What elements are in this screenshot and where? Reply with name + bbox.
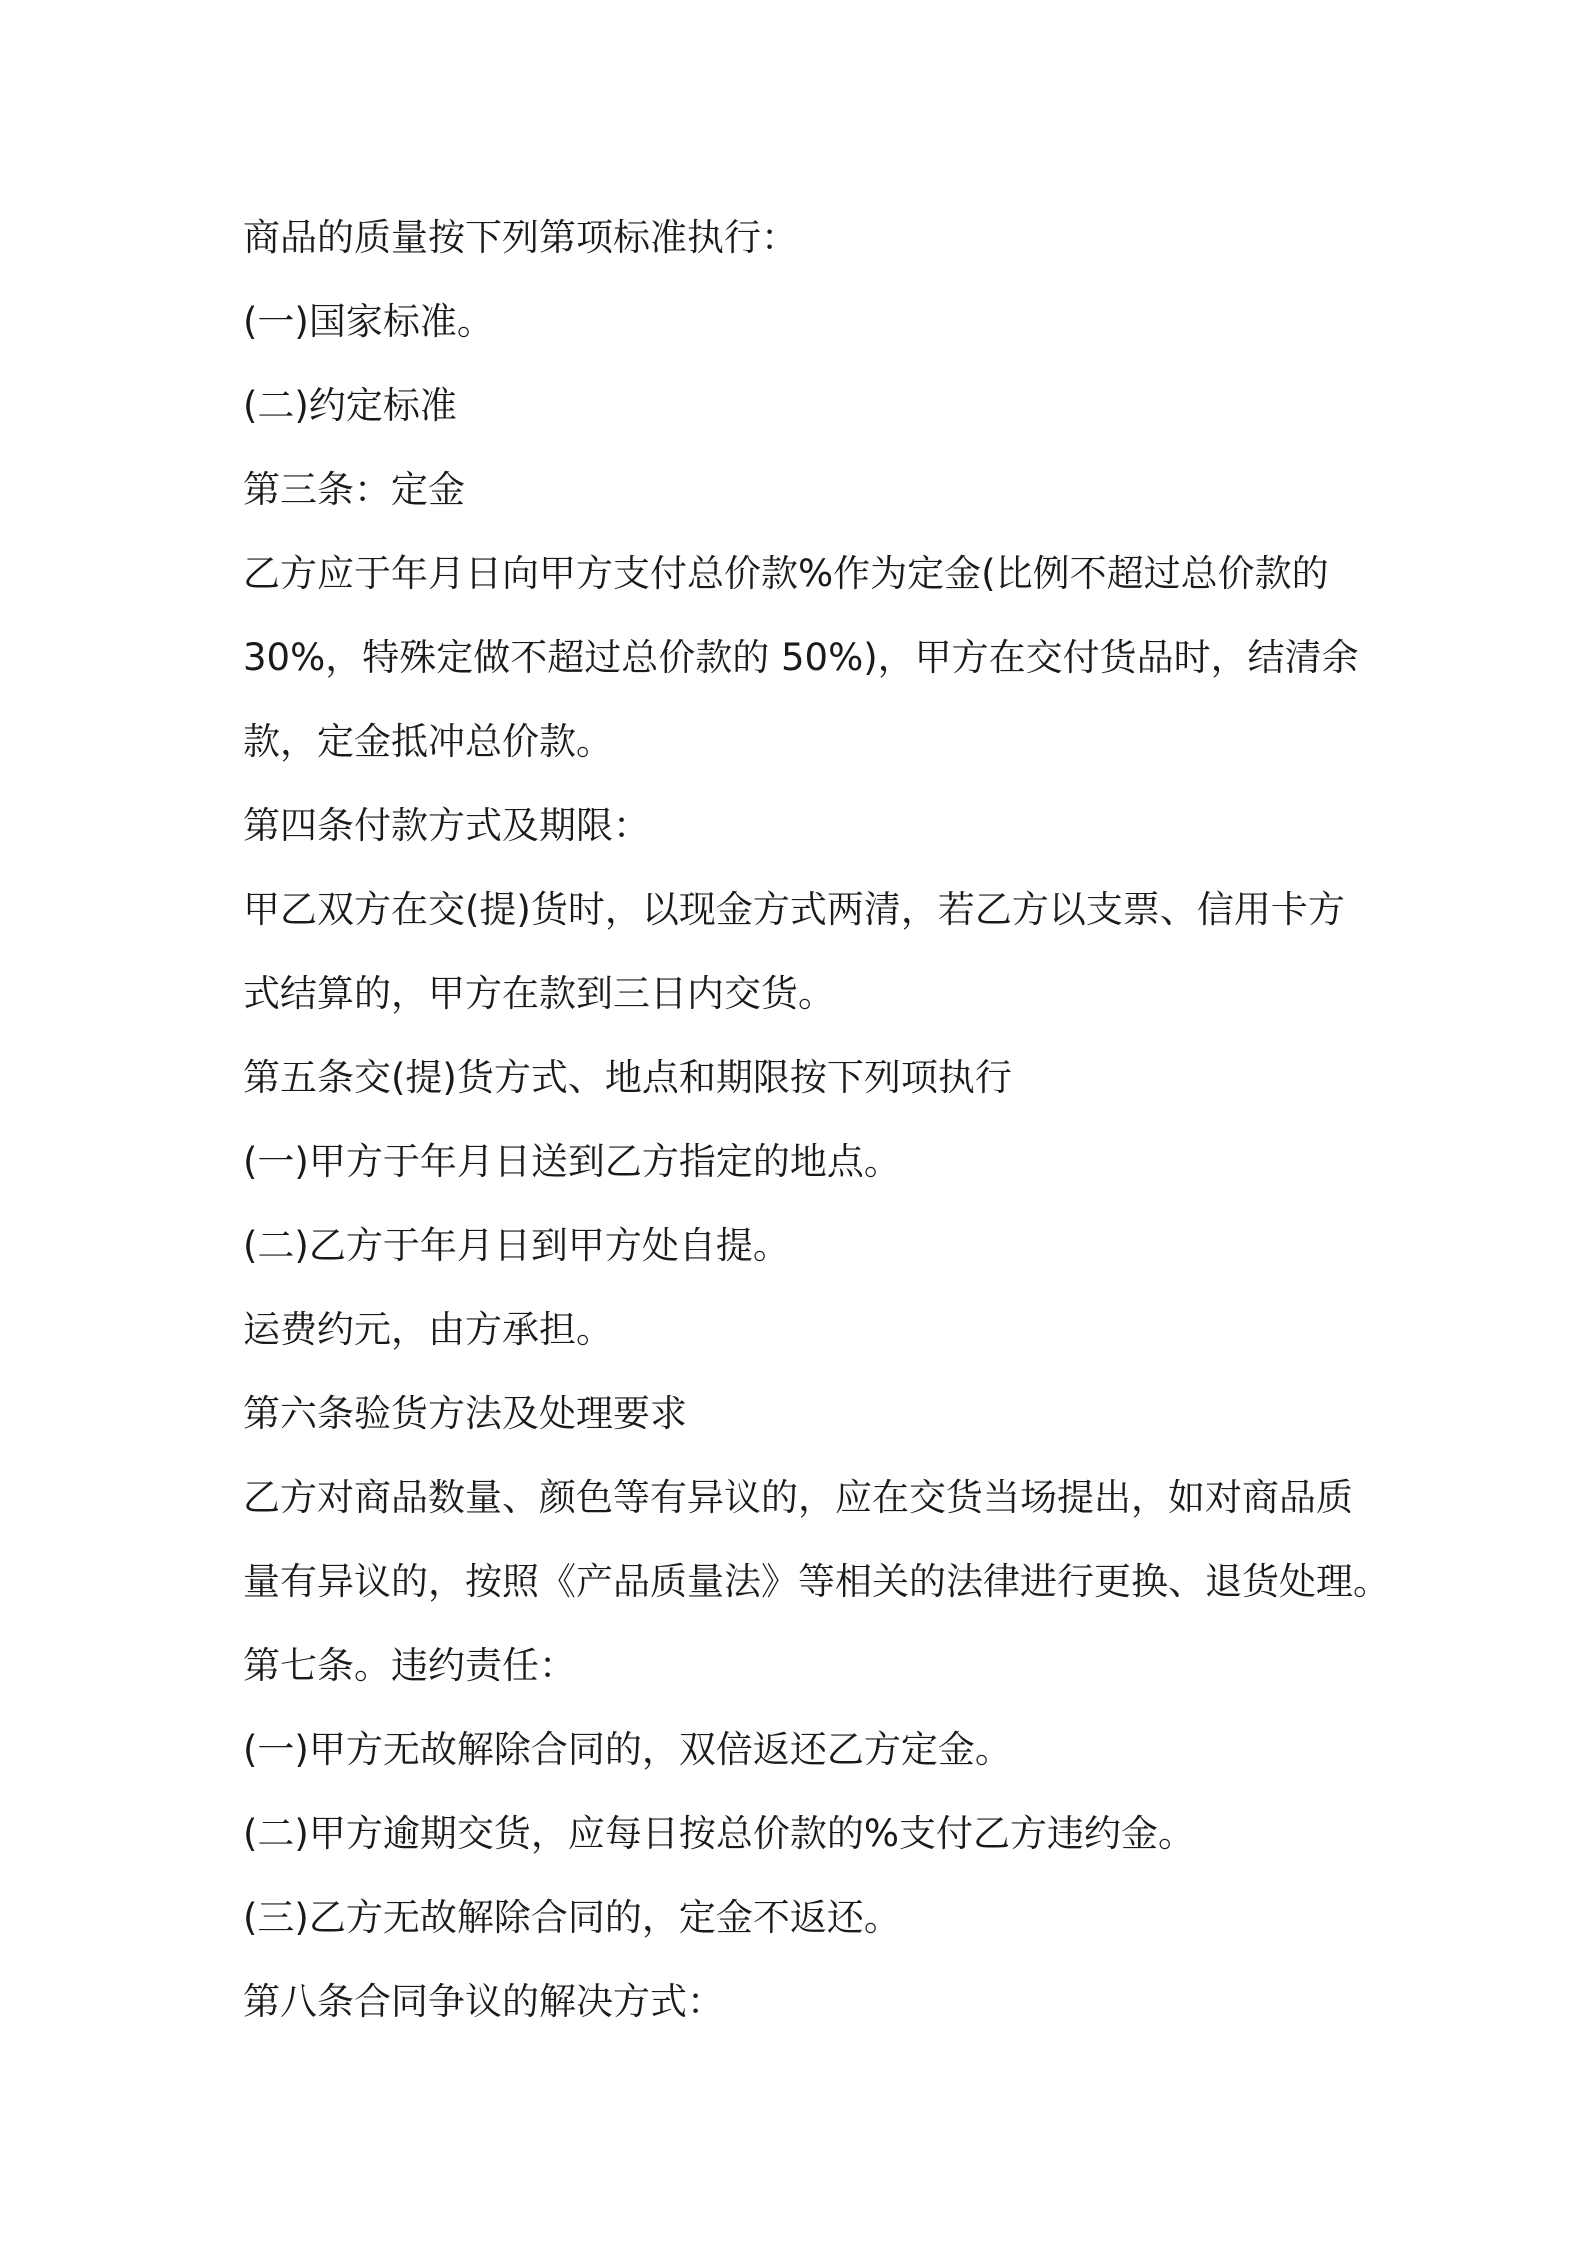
article-8-heading: 第八条合同争议的解决方式： xyxy=(243,1980,724,2023)
text-line-inspection-1: 乙方对商品数量、颜色等有异议的，应在交货当场提出，如对商品质 xyxy=(243,1476,1353,1519)
text-line-inspection-2: 量有异议的，按照《产品质量法》等相关的法律进行更换、退货处理。 xyxy=(243,1560,1390,1603)
document-body xyxy=(243,196,1390,2044)
text-line-payment-1: 甲乙双方在交(提)货时，以现金方式两清，若乙方以支票、信用卡方 xyxy=(243,888,1345,931)
text-line-agreed-standard: (二)约定标准 xyxy=(243,384,457,427)
text-line-deposit-3: 款，定金抵冲总价款。 xyxy=(243,720,613,763)
text-line-national-standard: (一)国家标准。 xyxy=(243,300,494,343)
article-5-heading: 第五条交(提)货方式、地点和期限按下列项执行 xyxy=(243,1056,1012,1099)
text-line-delivery-1: (一)甲方于年月日送到乙方指定的地点。 xyxy=(243,1140,901,1183)
article-3-heading: 第三条：定金 xyxy=(243,468,465,511)
text-line-payment-2: 式结算的，甲方在款到三日内交货。 xyxy=(243,972,835,1015)
article-4-heading: 第四条付款方式及期限： xyxy=(243,804,650,847)
text-line-liability-1: (一)甲方无故解除合同的，双倍返还乙方定金。 xyxy=(243,1728,1012,1771)
article-7-heading: 第七条。违约责任： xyxy=(243,1644,576,1687)
text-line-deposit-2: 30%，特殊定做不超过总价款的 50%)，甲方在交付货品时，结清余 xyxy=(243,636,1359,679)
article-6-heading: 第六条验货方法及处理要求 xyxy=(243,1392,687,1435)
text-line-quality-standard: 商品的质量按下列第项标准执行： xyxy=(243,216,798,259)
text-line-liability-3: (三)乙方无故解除合同的，定金不返还。 xyxy=(243,1896,901,1939)
text-line-liability-2: (二)甲方逾期交货，应每日按总价款的%支付乙方违约金。 xyxy=(243,1812,1196,1855)
text-line-delivery-2: (二)乙方于年月日到甲方处自提。 xyxy=(243,1224,790,1267)
text-line-deposit-1: 乙方应于年月日向甲方支付总价款%作为定金(比例不超过总价款的 xyxy=(243,552,1329,595)
text-line-freight: 运费约元，由方承担。 xyxy=(243,1308,613,1351)
